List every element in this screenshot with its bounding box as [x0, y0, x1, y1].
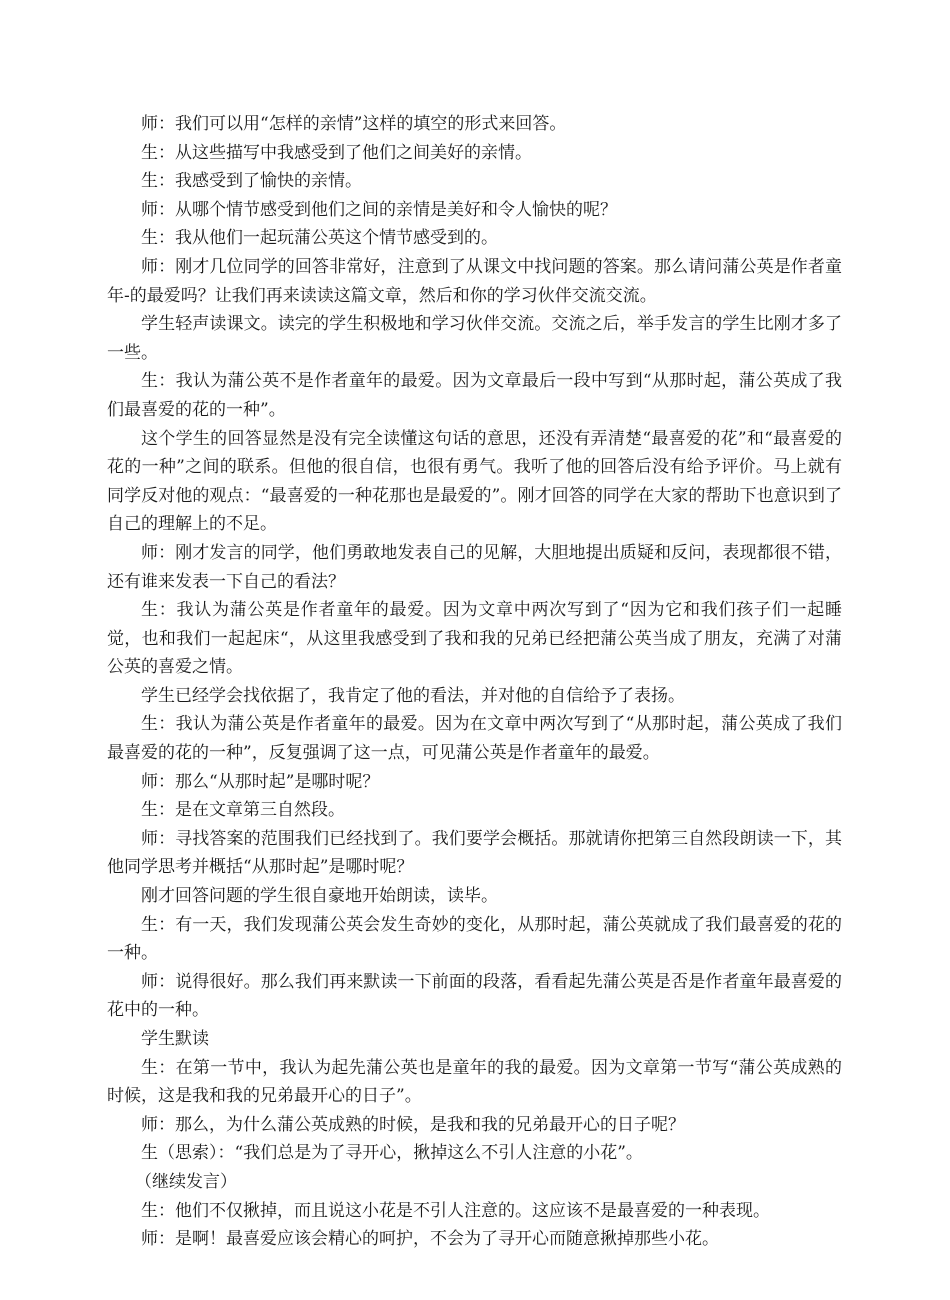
paragraph-18: 生：有一天，我们发现蒲公英会发生奇妙的变化，从那时起，蒲公英就成了我们最喜爱的花的一种。	[107, 914, 842, 964]
paragraph-12: 学生已经学会找依据了，我肯定了他的看法，并对他的自信给予了表扬。	[141, 685, 685, 706]
paragraph-8: 生：我认为蒲公英不是作者童年的最爱。因为文章最后一段中写到“从那时起，蒲公英成了我们最喜爱的花的一种”。	[107, 371, 842, 420]
paragraph-17: 刚才回答问题的学生很自豪地开始朗读，读毕。	[141, 886, 498, 907]
paragraph-3: 生：我感受到了愉快的亲情。	[141, 171, 362, 192]
paragraph-26: 师：是啊！最喜爱应该会精心的呵护，不会为了寻开心而随意揪掉那些小花。	[141, 1229, 719, 1250]
paragraph-7: 学生轻声读课文。读完的学生积极地和学习伙伴交流。交流之后，举手发言的学生比刚才多了一些。	[107, 314, 842, 363]
paragraph-16: 师：寻找答案的范围我们已经找到了。我们要学会概括。那就请你把第三自然段朗读一下，其他同学思考并概括“从那时起”是哪时呢？	[107, 828, 842, 878]
paragraph-19: 师：说得很好。那么我们再来默读一下前面的段落，看看起先蒲公英是否是作者童年最喜爱的花中的一种。	[107, 971, 842, 1021]
paragraph-24: （继续发言）	[135, 1171, 237, 1192]
paragraph-23: 生（思索）：“我们总是为了寻开心，揪掉这么不引人注意的小花”。	[141, 1143, 643, 1164]
paragraph-6: 师：刚才几位同学的回答非常好，注意到了从课文中找问题的答案。那么请问蒲公英是作者童年-的最爱吗？让我们再来读读这篇文章，然后和你的学习伙伴交流交流。	[107, 256, 842, 306]
paragraph-25: 生：他们不仅揪掉，而且说这小花是不引人注意的。这应该不是最喜爱的一种表现。	[141, 1200, 770, 1221]
paragraph-20: 学生默读	[141, 1029, 209, 1049]
paragraph-1: 师：我们可以用“怎样的亲情”这样的填空的形式来回答。	[141, 114, 567, 134]
paragraph-10: 师：刚才发言的同学，他们勇敢地发表自己的见解，大胆地提出质疑和反问，表现都很不错，还有谁来发表一下自己的看法？	[107, 542, 842, 592]
paragraph-4: 师：从哪个情节感受到他们之间的亲情是美好和令人愉快的呢？	[141, 199, 617, 220]
paragraph-2: 生：从这些描写中我感受到了他们之间美好的亲情。	[141, 142, 532, 163]
paragraph-11: 生：我认为蒲公英是作者童年的最爱。因为文章中两次写到了“因为它和我们孩子们一起睡觉，也和我们一起起床“，从这里我感受到了我和我的兄弟已经把蒲公英当成了朋友，充满了对蒲公英的喜爱之情。	[107, 600, 842, 678]
paragraph-5: 生：我从他们一起玩蒲公英这个情节感受到的。	[141, 228, 498, 249]
paragraph-15: 生：是在文章第三自然段。	[141, 800, 345, 821]
paragraph-14: 师：那么“从那时起”是哪时呢？	[141, 771, 380, 792]
paragraph-21: 生：在第一节中，我认为起先蒲公英也是童年的我的最爱。因为文章第一节写“蒲公英成熟的时候，这是我和我的兄弟最开心的日子”。	[107, 1057, 842, 1107]
paragraph-13: 生：我认为蒲公英是作者童年的最爱。因为在文章中两次写到了“从那时起，蒲公英成了我们最喜爱的花的一种”，反复强调了这一点，可见蒲公英是作者童年的最爱。	[107, 714, 842, 764]
paragraph-22: 师：那么，为什么蒲公英成熟的时候，是我和我的兄弟最开心的日子呢？	[141, 1114, 685, 1135]
paragraph-9: 这个学生的回答显然是没有完全读懂这句话的意思，还没有弄清楚“最喜爱的花”和“最喜爱的花的一种”之间的联系。但他的很自信，也很有勇气。我听了他的回答后没有给予评价。马上就有同学反对他的观点：“最喜爱的一种花那也是最爱的”。刚才回答的同学在大家的帮助下也意识到了自己的理解上的不足。	[107, 428, 842, 535]
